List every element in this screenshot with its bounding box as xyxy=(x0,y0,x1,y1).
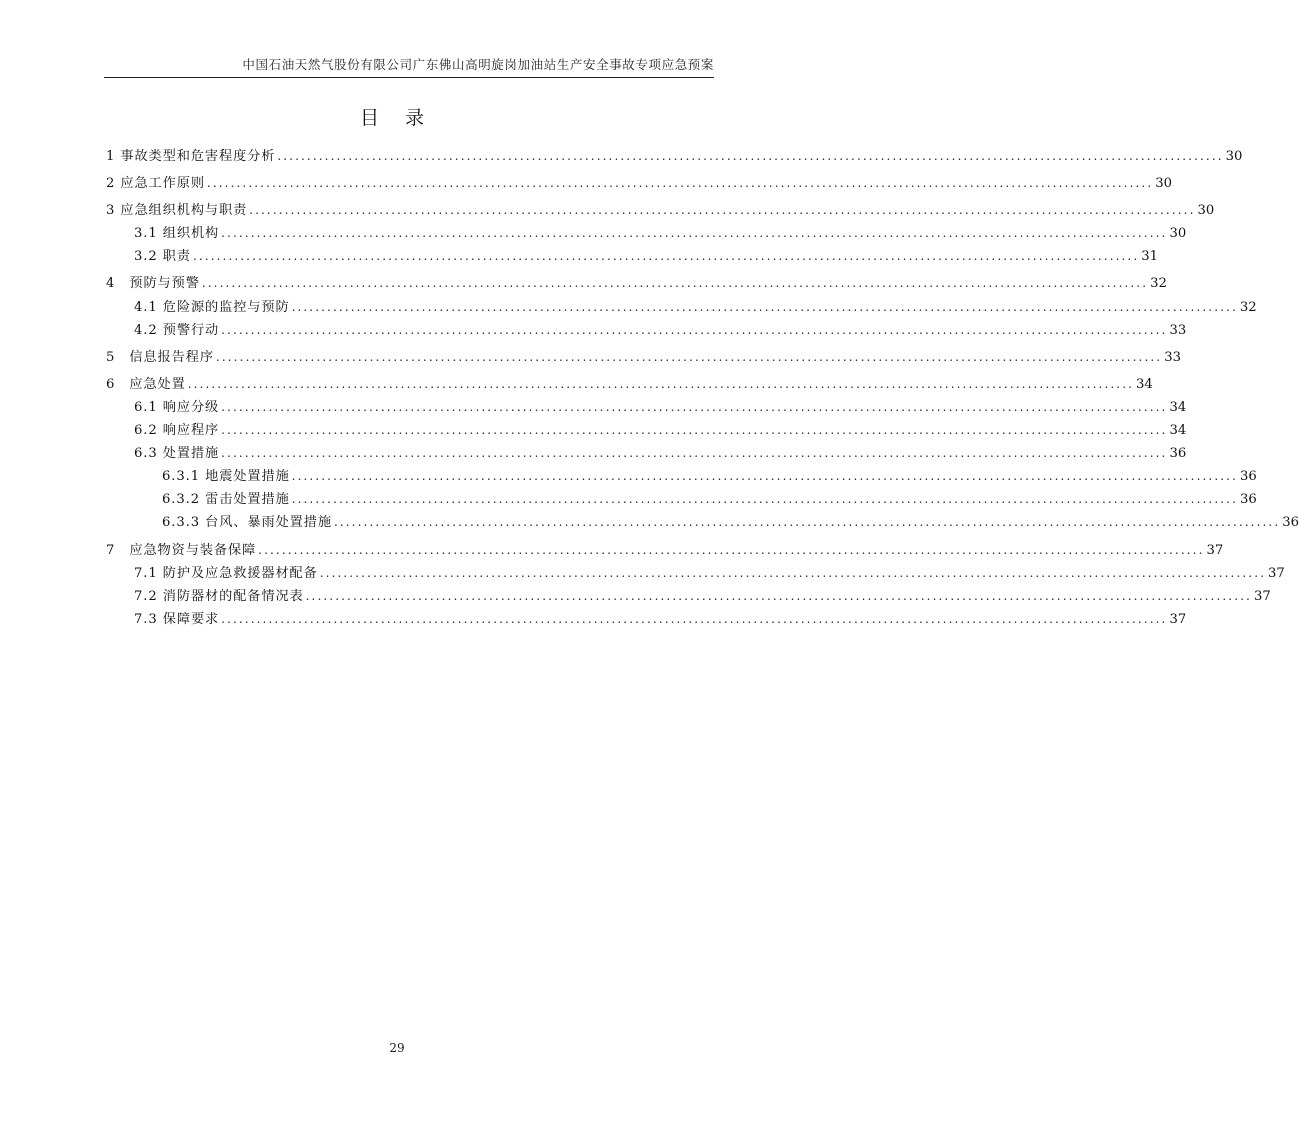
toc-leader-dots: ................................................................................................................................................................ xyxy=(221,446,1168,461)
toc-entry-label: 4.2 预警行动 xyxy=(134,322,220,338)
toc-entry-label: 4 预防与预警 xyxy=(106,276,200,292)
toc-entry[interactable] xyxy=(106,173,1173,196)
toc-entry[interactable] xyxy=(134,609,1187,632)
toc-entry-label: 7.1 防护及应急救援器材配备 xyxy=(134,565,318,581)
toc-leader-dots: ................................................................................................................................................................ xyxy=(221,399,1168,414)
toc-leader-dots: ................................................................................................................................................................ xyxy=(291,469,1238,484)
toc-entry-label: 2 应急工作原则 xyxy=(106,176,205,192)
toc-entry-page: 34 xyxy=(1136,376,1153,392)
toc-entry-page: 37 xyxy=(1206,542,1224,558)
toc-entry-page: 36 xyxy=(1169,446,1187,462)
toc-entry-label: 6.1 响应分级 xyxy=(134,399,220,415)
toc-entry-page: 33 xyxy=(1164,349,1181,365)
toc-entry-page: 34 xyxy=(1169,423,1187,439)
toc-leader-dots: ................................................................................................................................................................ xyxy=(187,376,1135,391)
toc-entry-label: 6.3.2 雷击处置措施 xyxy=(162,492,290,508)
toc-entry-label: 3.1 组织机构 xyxy=(134,226,220,242)
toc-entry-label: 6.3.3 台风、暴雨处置措施 xyxy=(162,515,332,531)
toc-entry[interactable] xyxy=(134,420,1187,443)
toc-entry[interactable] xyxy=(134,297,1257,320)
toc-entry-page: 30 xyxy=(1169,226,1187,242)
toc-entry[interactable] xyxy=(162,489,1257,512)
toc-entry-label: 4.1 危险源的监控与预防 xyxy=(134,299,290,315)
toc-entry-page: 36 xyxy=(1239,469,1257,485)
header-rule xyxy=(104,77,714,78)
toc-entry[interactable] xyxy=(106,273,1167,296)
toc-entry-label: 6 应急处置 xyxy=(106,376,186,392)
toc-entry[interactable] xyxy=(134,397,1187,420)
toc-entry-label: 6.3 处置措施 xyxy=(134,446,220,462)
toc-entry[interactable] xyxy=(106,374,1153,397)
toc-entry-label: 5 信息报告程序 xyxy=(106,349,214,365)
page-number: 29 xyxy=(389,1041,405,1055)
toc-entry[interactable] xyxy=(134,586,1271,609)
toc-leader-dots: ................................................................................................................................................................ xyxy=(305,588,1252,603)
toc-entry-page: 33 xyxy=(1169,322,1187,338)
toc-entry-page: 37 xyxy=(1268,565,1285,581)
page-title: 目 录 xyxy=(359,107,435,129)
toc-leader-dots: ................................................................................................................................................................ xyxy=(249,203,1196,218)
toc-entry-page: 36 xyxy=(1239,492,1257,508)
toc-entry-page: 34 xyxy=(1169,399,1187,415)
toc-entry[interactable] xyxy=(134,246,1159,269)
toc-leader-dots: ................................................................................................................................................................ xyxy=(221,226,1168,241)
toc-entry[interactable] xyxy=(162,466,1257,489)
toc-entry-label: 1 事故类型和危害程度分析 xyxy=(106,149,276,164)
toc-leader-dots: ................................................................................................................................................................ xyxy=(333,515,1281,530)
toc-entry[interactable] xyxy=(162,512,1299,535)
toc-leader-dots: ................................................................................................................................................................ xyxy=(221,423,1168,438)
toc-entry[interactable] xyxy=(134,563,1285,586)
toc-entry-page: 31 xyxy=(1141,249,1159,265)
toc-entry-label: 6.3.1 地震处置措施 xyxy=(162,469,290,485)
toc-entry-page: 37 xyxy=(1253,588,1271,604)
toc-leader-dots: ................................................................................................................................................................ xyxy=(319,565,1267,580)
toc-entry-page: 30 xyxy=(1155,176,1173,192)
toc-entry[interactable] xyxy=(134,443,1187,466)
toc-entry-label: 7.2 消防器材的配备情况表 xyxy=(134,588,304,604)
toc-entry-label: 7.3 保障要求 xyxy=(134,611,220,627)
toc-leader-dots: ................................................................................................................................................................ xyxy=(192,249,1140,264)
toc-entry-label: 3.2 职责 xyxy=(134,249,191,265)
toc-leader-dots: ................................................................................................................................................................ xyxy=(221,611,1168,626)
running-header: 中国石油天然气股份有限公司广东佛山高明旋岗加油站生产安全事故专项应急预案 xyxy=(242,57,714,72)
toc-entry[interactable] xyxy=(106,200,1215,223)
toc-entry-page: 30 xyxy=(1225,149,1243,164)
toc-entry-label: 7 应急物资与装备保障 xyxy=(106,542,257,558)
toc-entry[interactable] xyxy=(106,347,1181,370)
toc-entry-label: 3 应急组织机构与职责 xyxy=(106,203,248,219)
toc-leader-dots: ................................................................................................................................................................ xyxy=(291,299,1238,314)
toc-entry-label: 6.2 响应程序 xyxy=(134,423,220,439)
table-of-contents xyxy=(106,146,1299,632)
toc-entry-page: 36 xyxy=(1282,515,1299,531)
toc-entry[interactable] xyxy=(106,146,1243,169)
toc-leader-dots: ................................................................................................................................................................ xyxy=(215,349,1163,364)
toc-entry-page: 30 xyxy=(1197,203,1215,219)
toc-leader-dots: ................................................................................................................................................................ xyxy=(206,176,1154,191)
toc-entry[interactable] xyxy=(134,223,1187,246)
toc-leader-dots: ................................................................................................................................................................ xyxy=(258,542,1205,557)
toc-leader-dots: ................................................................................................................................................................ xyxy=(277,149,1224,163)
toc-leader-dots: ................................................................................................................................................................ xyxy=(221,322,1168,337)
toc-entry[interactable] xyxy=(134,320,1187,343)
toc-entry-page: 32 xyxy=(1239,299,1257,315)
toc-entry-page: 37 xyxy=(1169,611,1187,627)
toc-entry[interactable] xyxy=(106,540,1224,563)
toc-entry-page: 32 xyxy=(1150,276,1167,292)
toc-leader-dots: ................................................................................................................................................................ xyxy=(201,276,1149,291)
toc-leader-dots: ................................................................................................................................................................ xyxy=(291,492,1238,507)
